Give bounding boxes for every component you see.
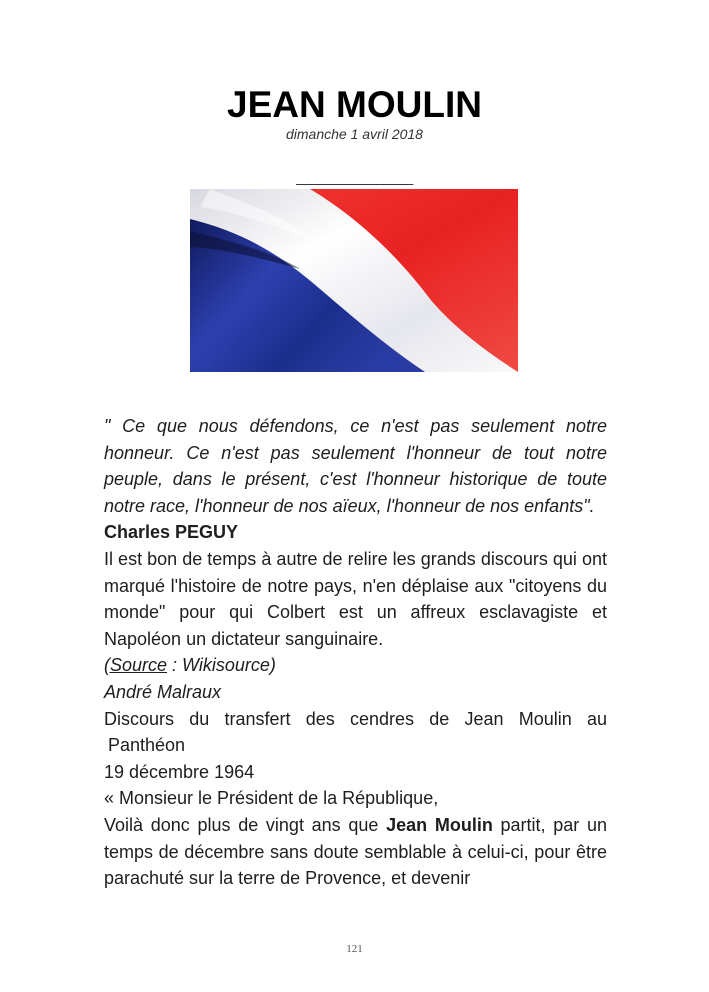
source-separator: : <box>167 655 183 676</box>
salutation: « Monsieur le Président de la République, <box>104 788 439 809</box>
article-body <box>104 413 607 892</box>
speech-name-jean-moulin: Jean Moulin <box>386 814 493 835</box>
speech-text-start: Voilà donc plus de vingt ans que <box>104 814 387 835</box>
speaker-name: André Malraux <box>104 681 222 702</box>
intro-paragraph: Il est bon de temps à autre de relire les grands discours qui ont marqué l'histoire de notre pays, n'en déplaise aux "citoyens du monde" pour qui Colbert est un affreux esclavagiste et Napoléon un dictateur sanguinaire. <box>104 548 607 649</box>
speech-paragraph <box>104 812 607 892</box>
separator-line: ________________ <box>296 169 413 185</box>
page-number: 121 <box>346 943 363 955</box>
french-flag-image <box>190 189 518 372</box>
speech-text-end: partit, par un temps de décembre sans doute semblable à celui-ci, pour être parachuté sur la terre de Provence, et devenir <box>104 814 607 889</box>
speech-date: 19 décembre 1964 <box>104 761 255 782</box>
peguy-quote: " Ce que nous défendons, ce n'est pas seulement notre honneur. Ce n'est pas seulement l'honneur de tout notre peuple, dans le présent, c'est l'honneur historique de toute notre race, l'honneur de nos aïeux, l'honneur de nos enfants". <box>104 416 607 516</box>
source-name: Wikisource) <box>182 655 276 676</box>
source-line <box>104 652 607 679</box>
source-link[interactable]: (Source <box>104 655 168 676</box>
post-date: dimanche 1 avril 2018 <box>286 126 423 142</box>
page-title: JEAN MOULIN <box>227 84 482 125</box>
quote-author: Charles PEGUY <box>104 522 239 543</box>
speech-title-line2: Panthéon <box>108 735 186 756</box>
speech-title-line1: Discours du transfert des cendres de Jean Moulin au <box>104 708 607 729</box>
